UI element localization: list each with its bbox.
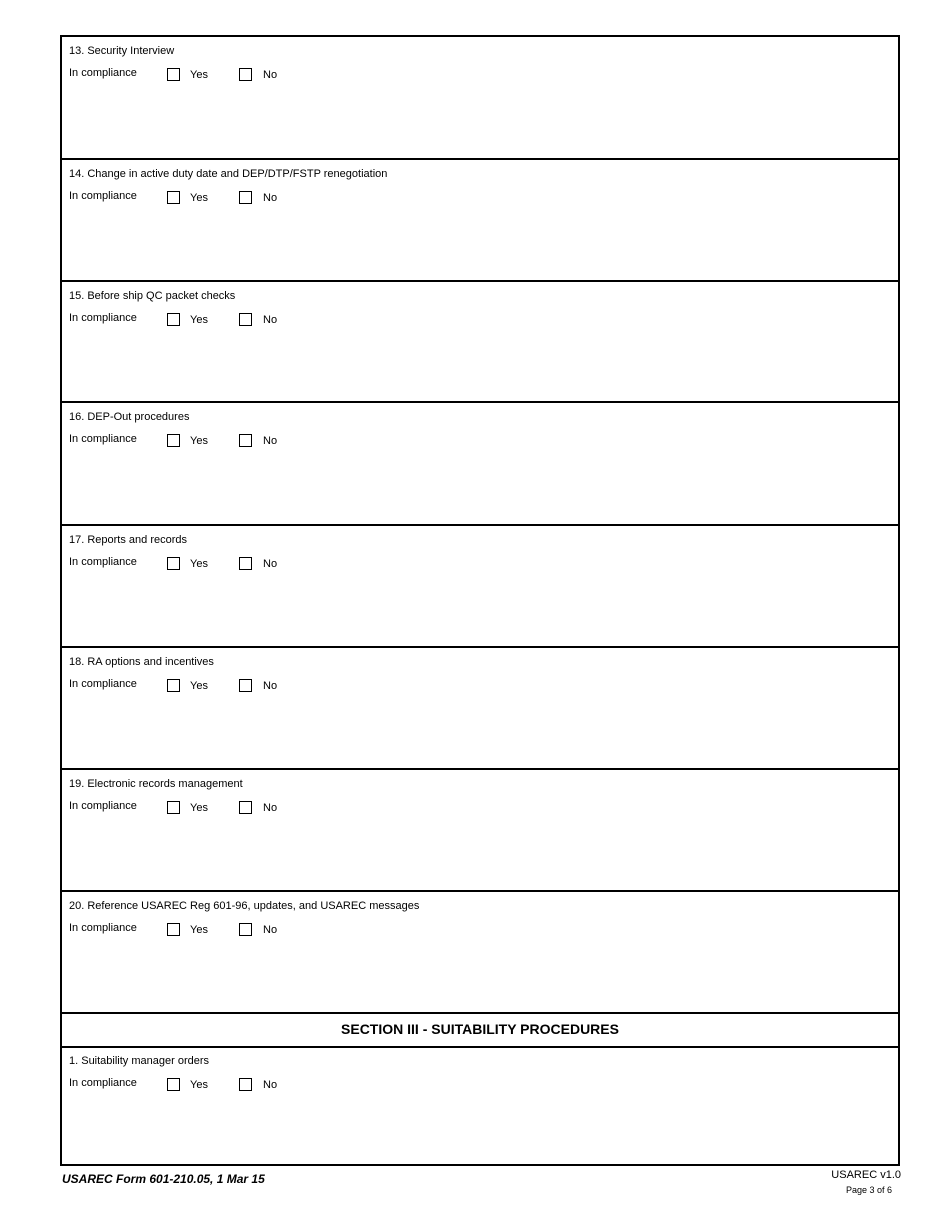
compliance-line	[69, 922, 369, 938]
compliance-line	[69, 1077, 369, 1093]
yes-label: Yes	[190, 558, 208, 570]
compliance-line	[69, 433, 369, 449]
no-checkbox[interactable]	[239, 1078, 252, 1091]
no-label: No	[263, 558, 278, 570]
compliance-label: In compliance	[69, 800, 137, 812]
item-title: 18. RA options and incentives	[69, 656, 214, 668]
inspection-form	[60, 35, 900, 1166]
yes-checkbox[interactable]	[167, 1078, 180, 1091]
compliance-label: In compliance	[69, 1077, 137, 1089]
form-version: USAREC v1.0	[831, 1169, 901, 1181]
no-checkbox[interactable]	[239, 679, 252, 692]
compliance-label: In compliance	[69, 67, 137, 79]
checklist-item-17	[62, 526, 898, 648]
suitability-item-1	[62, 1048, 898, 1164]
yes-checkbox[interactable]	[167, 434, 180, 447]
item-title: 14. Change in active duty date and DEP/DTP/FSTP renegotiation	[69, 168, 388, 180]
no-checkbox[interactable]	[239, 313, 252, 326]
no-label: No	[263, 802, 278, 814]
checklist-item-15	[62, 282, 898, 403]
yes-label: Yes	[190, 802, 208, 814]
section-heading-row	[62, 1014, 898, 1048]
yes-checkbox[interactable]	[167, 557, 180, 570]
item-title: 17. Reports and records	[69, 534, 188, 546]
yes-label: Yes	[190, 69, 208, 81]
checklist-item-18	[62, 648, 898, 770]
checklist-item-13	[62, 37, 898, 160]
yes-label: Yes	[190, 924, 208, 936]
compliance-label: In compliance	[69, 556, 137, 568]
item-title: 13. Security Interview	[69, 45, 175, 57]
compliance-line	[69, 67, 369, 83]
compliance-label: In compliance	[69, 678, 137, 690]
yes-checkbox[interactable]	[167, 68, 180, 81]
no-label: No	[263, 680, 278, 692]
no-checkbox[interactable]	[239, 557, 252, 570]
no-checkbox[interactable]	[239, 191, 252, 204]
compliance-line	[69, 190, 369, 206]
compliance-label: In compliance	[69, 433, 137, 445]
yes-checkbox[interactable]	[167, 313, 180, 326]
compliance-line	[69, 556, 369, 572]
yes-checkbox[interactable]	[167, 923, 180, 936]
yes-checkbox[interactable]	[167, 801, 180, 814]
no-checkbox[interactable]	[239, 923, 252, 936]
section-heading: SECTION III - SUITABILITY PROCEDURES	[341, 1021, 619, 1037]
compliance-line	[69, 678, 369, 694]
yes-label: Yes	[190, 435, 208, 447]
yes-label: Yes	[190, 192, 208, 204]
yes-checkbox[interactable]	[167, 679, 180, 692]
page-number: Page 3 of 6	[845, 1185, 892, 1195]
no-label: No	[263, 69, 278, 81]
compliance-line	[69, 800, 369, 816]
yes-label: Yes	[190, 680, 208, 692]
item-title: 19. Electronic records management	[69, 778, 243, 790]
no-checkbox[interactable]	[239, 68, 252, 81]
checklist-item-19	[62, 770, 898, 892]
checklist-item-14	[62, 160, 898, 282]
yes-checkbox[interactable]	[167, 191, 180, 204]
no-checkbox[interactable]	[239, 801, 252, 814]
item-title: 15. Before ship QC packet checks	[69, 290, 236, 302]
no-label: No	[263, 314, 278, 326]
no-label: No	[263, 435, 278, 447]
no-checkbox[interactable]	[239, 434, 252, 447]
no-label: No	[263, 924, 278, 936]
yes-label: Yes	[190, 314, 208, 326]
compliance-label: In compliance	[69, 922, 137, 934]
checklist-item-20	[62, 892, 898, 1014]
compliance-line	[69, 312, 369, 328]
item-title: 1. Suitability manager orders	[69, 1055, 210, 1067]
checklist-item-16	[62, 403, 898, 526]
compliance-label: In compliance	[69, 312, 137, 324]
compliance-label: In compliance	[69, 190, 137, 202]
form-identifier: USAREC Form 601-210.05, 1 Mar 15	[62, 1172, 265, 1186]
no-label: No	[263, 1079, 278, 1091]
yes-label: Yes	[190, 1079, 208, 1091]
item-title: 16. DEP-Out procedures	[69, 411, 190, 423]
no-label: No	[263, 192, 278, 204]
item-title: 20. Reference USAREC Reg 601-96, updates, and USAREC messages	[69, 900, 420, 912]
